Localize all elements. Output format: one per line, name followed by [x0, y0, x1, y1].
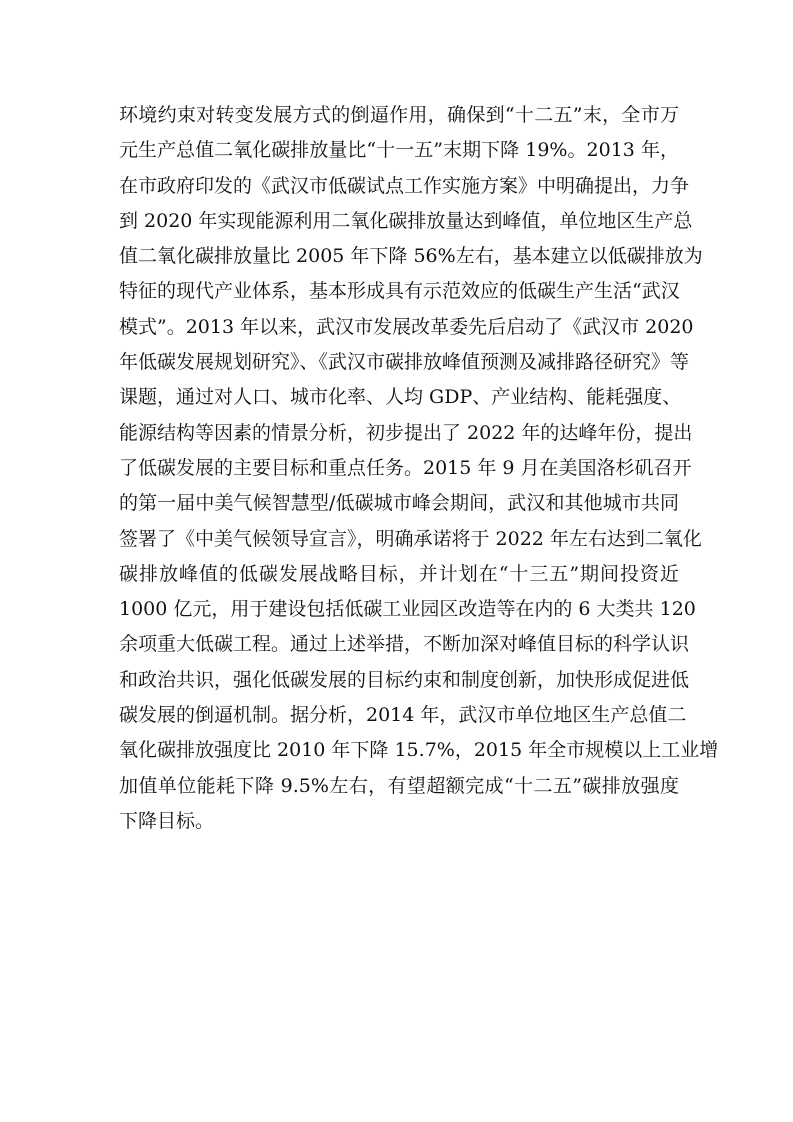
text-line: 模式”。2013 年以来，武汉市发展改革委先后启动了《武汉市 2020: [119, 315, 694, 338]
text-line: 元生产总值二氧化碳排放量比“十一五”末期下降 19%。2013 年，: [119, 139, 679, 162]
text-line: 氧化碳排放强度比 2010 年下降 15.7%，2015 年全市规模以上工业增: [119, 739, 719, 762]
text-line: 签署了《中美气候领导宣言》，明确承诺将于 2022 年左右达到二氧化: [119, 527, 702, 550]
text-line: 年低碳发展规划研究》、《武汉市碳排放峰值预测及减排路径研究》等: [119, 351, 690, 374]
text-line: 的第一届中美气候智慧型/低碳城市峰会期间，武汉和其他城市共同: [119, 492, 679, 515]
text-line: 课题，通过对人口、城市化率、人均 GDP、产业结构、能耗强度、: [119, 386, 682, 409]
text-line: 碳排放峰值的低碳发展战略目标，并计划在“十三五”期间投资近: [119, 562, 679, 585]
text-line: 环境约束对转变发展方式的倒逼作用，确保到“十二五”末，全市万: [119, 104, 679, 126]
body-paragraph: [119, 98, 719, 839]
text-line: 余项重大低碳工程。通过上述举措，不断加深对峰值目标的科学认识: [119, 633, 690, 656]
text-line: 在市政府印发的《武汉市低碳试点工作实施方案》中明确提出，力争: [119, 174, 690, 197]
text-line: 碳发展的倒逼机制。据分析，2014 年，武汉市单位地区生产总值二: [119, 704, 687, 727]
text-line: 下降目标。: [119, 809, 215, 832]
text-line: 加值单位能耗下降 9.5%左右，有望超额完成“十二五”碳排放强度: [119, 774, 679, 797]
text-line: 和政治共识，强化低碳发展的目标约束和制度创新，加快形成促进低: [119, 668, 690, 691]
text-line: 到 2020 年实现能源利用二氧化碳排放量达到峰值，单位地区生产总: [119, 209, 693, 232]
text-line: 特征的现代产业体系，基本形成具有示范效应的低碳生产生活“武汉: [119, 280, 680, 303]
text-line: 能源结构等因素的情景分析，初步提出了 2022 年的达峰年份，提出: [119, 421, 693, 444]
text-line: 值二氧化碳排放量比 2005 年下降 56%左右，基本建立以低碳排放为: [119, 245, 703, 268]
text-line: 了低碳发展的主要目标和重点任务。2015 年 9 月在美国洛杉矶召开: [119, 456, 692, 479]
text-line: 1000 亿元，用于建设包括低碳工业园区改造等在内的 6 大类共 120: [119, 598, 696, 621]
